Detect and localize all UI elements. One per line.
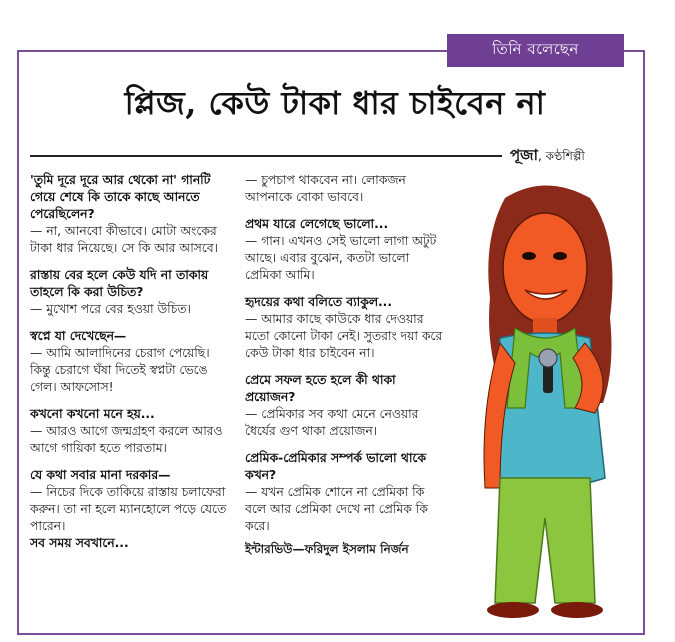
- left-eye: [522, 252, 536, 260]
- right-eye: [553, 252, 567, 260]
- face-shape: [503, 213, 587, 323]
- question: রাস্তায় বের হলে কেউ যদি না তাকায় তাহলে কি করা উচিত?: [30, 268, 209, 299]
- answer: — প্রেমিকার সব কথা মেনে নেওয়ার ধৈর্যের গুণ থাকা প্রয়োজন।: [245, 407, 419, 438]
- qa-block: [30, 172, 233, 257]
- answer: — নিচের দিকে তাকিয়ে রাস্তায় চলাফেরা করুন। তা না হলে ম্যানহোলে পড়ে যেতে পারেন।: [30, 485, 227, 533]
- qa-block: [245, 450, 445, 535]
- interview-credit: ইন্টারভিউ—ফরিদুল ইসলাম নির্জন: [245, 542, 409, 556]
- question: প্রেমিক-প্রেমিকার সম্পর্ক ভালো থাকে কখন?: [245, 451, 426, 482]
- answer: — গান। এখনও সেই ভালো লাগা অটুট আছে। এবার বুঝেন, কতটা ভালো প্রেমিকা আমি।: [245, 234, 437, 282]
- question: হৃদয়ের কথা বলিতে ব্যাকুল...: [245, 295, 393, 309]
- answer: — আরও আগে জন্মগ্রহণ করলে আরও আগে গায়িকা হতে পারতাম।: [30, 424, 223, 455]
- byline: পূজা, কণ্ঠশিল্পী: [510, 146, 585, 164]
- pants-shape: [495, 478, 595, 603]
- headline-rule: [30, 155, 502, 157]
- question: কখনো কখনো মনে হয়...: [30, 407, 155, 421]
- singer-caricature-illustration: [445, 178, 645, 628]
- section-tag: তিনি বলেছেন: [447, 34, 624, 67]
- left-shoe: [487, 602, 539, 618]
- question: স্বপ্নে যা দেখেছেন—: [30, 329, 127, 343]
- question: প্রেমে সফল হতে হলে কী থাকা প্রয়োজন?: [245, 373, 396, 404]
- column-2: [245, 172, 445, 558]
- qa-block: [245, 172, 445, 206]
- qa-block: [30, 267, 233, 318]
- qa-block: [30, 328, 233, 396]
- question: যে কথা সবার মানা দরকার—: [30, 468, 171, 482]
- byline-role: কণ্ঠশিল্পী: [545, 149, 585, 163]
- question: 'তুমি দূরে দূরে আর থেকো না' গানটি গেয়ে শেষে কি তাকে কাছে আনতে পেরেছিলেন?: [30, 173, 211, 221]
- byline-name: পূজা: [510, 146, 538, 164]
- qa-block: [245, 372, 445, 440]
- answer: — মুখোশ পরে বের হওয়া উচিত।: [30, 302, 191, 316]
- answer: — আমার কাছে কাউকে ধার দেওয়ার মতো কোনো টাকা নেই। সুতরাং দয়া করে কেউ টাকা ধার চাইবেন না।: [245, 312, 443, 360]
- qa-block: [30, 467, 233, 535]
- question: সব সময় সবখানে...: [30, 536, 129, 550]
- question: প্রথম যারে লেগেছে ভালো...: [245, 217, 389, 231]
- headline: প্লিজ, কেউ টাকা ধার চাইবেন না: [124, 84, 546, 122]
- qa-block: [245, 294, 445, 362]
- column-1: [30, 172, 233, 552]
- answer: — না, আনবো কীভাবে। মোটা অংকের টাকা ধার নিয়েছে। সে কি আর আসবে।: [30, 224, 218, 255]
- qa-block: [30, 406, 233, 457]
- answer: — আমি আলাদিনের চেরাগ পেয়েছি। কিন্তু চেরাগে ঘঁষা দিতেই স্বপ্নটা ভেঙে গেল। আফসোস!: [30, 346, 210, 394]
- right-shoe: [551, 602, 603, 618]
- microphone-head: [539, 349, 557, 367]
- answer: — চুপচাপ থাকবেন না। লোকজন আপনাকে বোকা ভাববে।: [245, 173, 406, 204]
- answer: — যখন প্রেমিক শোনে না প্রেমিকা কি বলে আর প্রেমিকা দেখে না প্রেমিক কি করে।: [245, 485, 428, 533]
- qa-block: [245, 216, 445, 284]
